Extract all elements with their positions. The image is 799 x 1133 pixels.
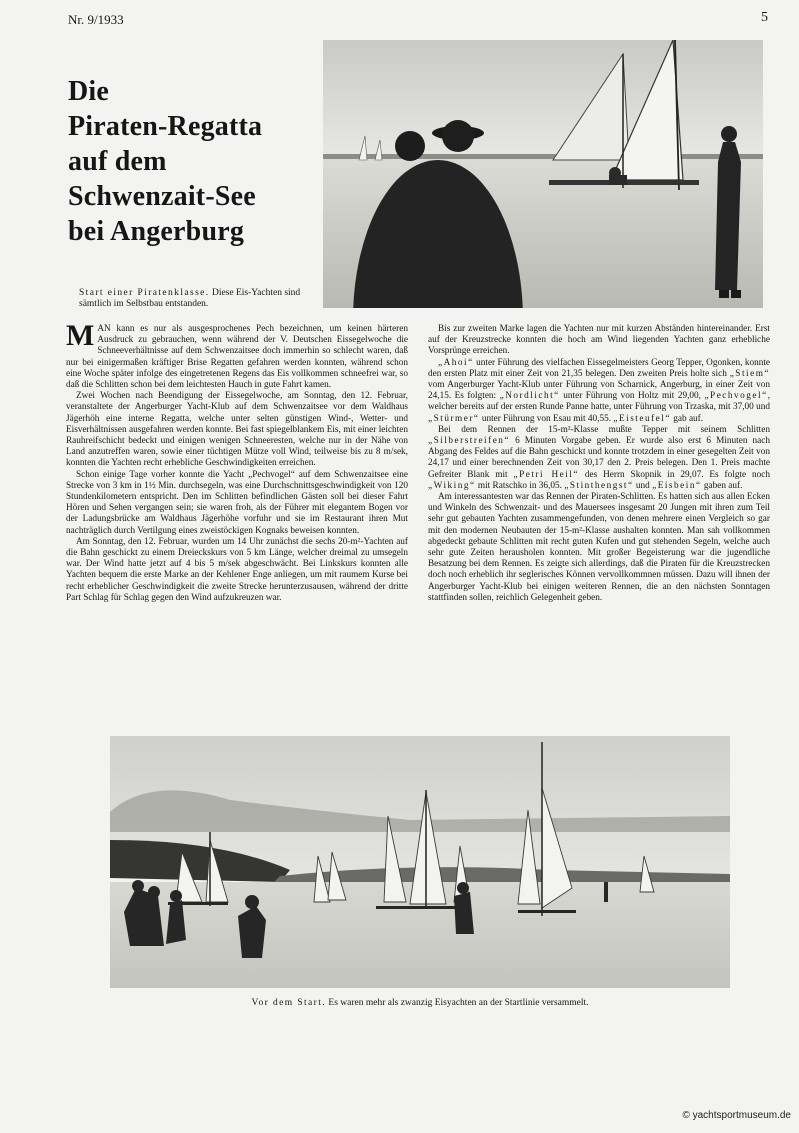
page-header: [68, 10, 768, 30]
yacht-name: „Eisteufel“: [613, 413, 671, 424]
photo-vor-dem-start: [110, 736, 730, 988]
article-column-left: [66, 319, 408, 604]
article-paragraph: Am Sonntag, den 12. Februar, wurden um 14 Uhr zunächst die sechs 20-m²-Yachten auf die Bahn geschickt zu einem Dreieckskurs von 5 km Länge, welcher dreimal zu umsegeln war. Der Wind hatte jetzt auf 4 bis 5 m/sek abgeschwächt. Bei Linkskurs konnten alle Yachten bequem die erste Marke an der Kehlener Enge anliegen, um mit raumem Kurse bei recht erheblicher Geschwindigkeit die zweite Strecke herunterzusausen, während der dritte Part Schlag für Schlag gegen den Wind aufzukreuzen war.: [66, 536, 408, 603]
yacht-name: „Ahoi“: [438, 357, 474, 368]
headline-line: Schwenzait-See: [68, 181, 256, 212]
article-paragraph: [66, 319, 408, 391]
headline-line: Die: [68, 76, 110, 107]
issue-number: Nr. 9/1933: [68, 12, 124, 27]
caption-bottom-lead: Vor dem Start.: [251, 998, 327, 1008]
article-column-right: [428, 324, 770, 604]
article-paragraph: Bis zur zweiten Marke lagen die Yachten nur mit kurzen Abständen hintereinander. Erst auf der Kreuzstrecke konnten die hoch am Wind liegenden Yachten ganz erhebliche Vorsprünge erreichen.: [428, 324, 770, 357]
caption-top: [79, 288, 315, 310]
yacht-name: „Petri Heil“: [513, 469, 579, 480]
caption-top-lead: Start einer Piratenklasse.: [79, 288, 210, 298]
yacht-name: „Wiking“: [428, 480, 476, 491]
paragraph-text: AN kann es nur als ausgesprochenes Pech bezeichnen, um keinen härteren Ausdruck zu gebrauchen, wenn während der V. Deutschen Eissegelwoche die Schneeverhältnisse auf dem Schwenzaitsee doch immerhin so schlecht waren, daß nur bei einigermaßen kräftiger Brise Regatten gefahren werden konnten, während schon eine Woche später infolge des eingetretenen Regens das Eis vollkommen schneefrei war, so daß die Schlitten schon bei dem leichtesten Hauch in gute Fahrt kamen.: [66, 324, 408, 391]
caption-bottom-text: Es waren mehr als zwanzig Eisyachten an der Startlinie versammelt.: [326, 998, 589, 1008]
caption-top-text: Diese Eis-Yachten sind sämtlich im Selbstbau entstanden.: [79, 288, 301, 309]
photo-piratenklasse-start: [323, 40, 763, 308]
caption-bottom: [110, 998, 730, 1009]
article-paragraph: Zwei Wochen nach Beendigung der Eissegelwoche, am Sonntag, den 12. Februar, veranstaltete der Angerburger Yacht-Klub auf dem Schwenzaitsee vor dem Waldhaus Jägerhöh eine interne Regatta, welche unter selten günstigen Wind-, Wetter- und Eisverhältnissen ausgefahren werden konnte. Bei fast spiegelblankem Eis, mit einer leichten Rauhreifschicht bedeckt und einigen wenigen Schneeresten, welche nur in der Nähe von Land anzutreffen waren, sowie einer tüchtigen Mütze voll Wind, teilweise bis zu 8 m/sek, konnten die Yachten recht erhebliche Geschwindigkeiten erreichen.: [66, 391, 408, 469]
article-paragraph: Am interessantesten war das Rennen der Piraten-Schlitten. Es hatten sich aus allen Ecken und Winkeln des Schwenzait- und des Mauersees insgesamt 20 Jungen mit ihren zum Teil sehr gut gebauten Yachten zusammengefunden, von denen mehrere einen Vergleich so gar mit den modernen Neubauten der 15-m²-Klasse aushalten konnten. Man sah vollkommen abgedeckt gebaute Schlitten mit recht guten Kufen und gut stehenden Segeln, welche auch sehr gute Zeiten herausholen konnten. Mit großer Begeisterung war die jugendliche Besatzung bei dem Rennen. Es zeigte sich allerdings, daß die Piraten für die Kreuzstrecken doch noch erheblich ihr seglerisches Können vervollkommnen müssen. Dazu will ihnen der Angerburger Yacht-Klub bei einigen weiteren Rennen, die an den nächsten Sonntagen stattfinden sollen, reichlich Gelegenheit geben.: [428, 492, 770, 603]
headline-line: auf dem: [68, 146, 167, 177]
yacht-name: „Eisbein“: [652, 480, 702, 491]
article-paragraph-results-15qm: Bei dem Rennen der 15-m²-Klasse mußte Tepper mit seinem Schlitten „Silberstreifen“ 6 Minuten Vorgabe geben. Er wurde also erst 6 Minuten nach Abgang des Feldes auf die Bahn geschickt und konnte trotzdem in einer gesegelten Zeit von 24,17 und einer berechnenden Zeit von 30,17 den 2. Preis belegen. Den 1. Preis machte Gefreiter Blank mit „Petri Heil“ des Herrn Skopnik in 29,07. Es folgte noch „Wiking“ mit Ratschko in 36,05. „Stinthengst“ und „Eisbein“ gaben auf.: [428, 424, 770, 491]
article-headline: [68, 74, 318, 249]
page-number: 5: [761, 10, 768, 25]
article-paragraph: Schon einige Tage vorher konnte die Yacht „Pechvogel“ auf dem Schwenzaitsee eine Strecke von 3 km in 1½ Min. durchsegeln, was eine Durchschnittsgeschwindigkeit von 120 Stundenkilometern entspricht. Den im Schlitten befindlichen Gästen soll bei dieser Fahrt Hören und Sehen vergangen sein; sie waren froh, als der Führer mit elegantem Bogen vor der Ladungsbrücke am Waldhaus Jägerhöhe vorfuhr und sie im Restaurant ihren Mut nachträglich durch Vertilgung eines zweistöckigen Kognaks beweisen konnten.: [66, 469, 408, 536]
yacht-name: „Stürmer“: [428, 413, 480, 424]
article-paragraph-results-20qm: „Ahoi“ unter Führung des vielfachen Eissegelmeisters Georg Tepper, Ogonken, konnte den ersten Platz mit einer Zeit von 21,35 belegen. Den zweiten Preis holte sich „Stiem“ vom Angerburger Yacht-Klub unter Führung von Scharnick, Angerburg, in einer Zeit von 24,15. Es folgten: „Nordlicht“ unter Führung von Holtz mit 29,00, „Pechvogel“, welcher bereits auf der ersten Runde Panne hatte, unter Führung von Trzaska, mit 37,00 und „Stürmer“ unter Führung von Esau mit 40,55. „Eisteufel“ gab auf.: [428, 357, 770, 424]
headline-line: bei Angerburg: [68, 216, 245, 247]
headline-line: Piraten-Regatta: [68, 111, 263, 142]
yacht-name: „Pechvogel“: [704, 391, 768, 402]
copyright-credit: © yachtsportmuseum.de: [682, 1110, 791, 1121]
yacht-name: „Stiem“: [729, 368, 770, 379]
yacht-name: „Stinthengst“: [564, 480, 634, 491]
yacht-name: „Nordlicht“: [499, 391, 560, 402]
drop-cap: M: [66, 319, 95, 352]
yacht-name: „Silberstreifen“: [428, 436, 511, 447]
